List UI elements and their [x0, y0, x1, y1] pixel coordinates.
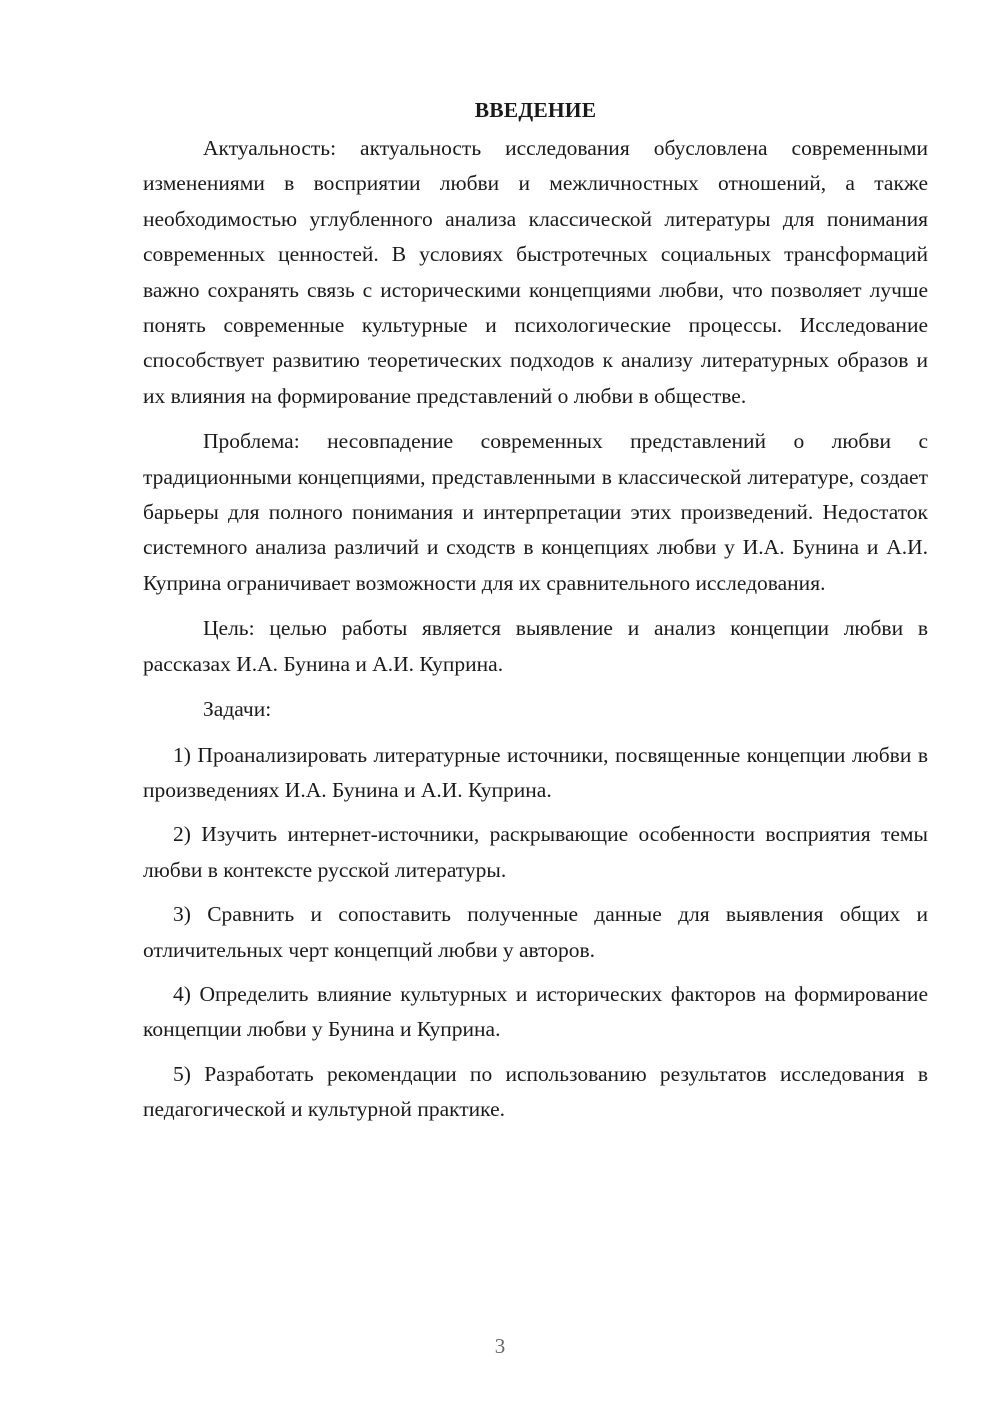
task-item-4: 4) Определить влияние культурных и исторических факторов на формирование концепции любви у Бунина и Куприна. [143, 981, 928, 1042]
task-item-3: 3) Сравнить и сопоставить полученные данные для выявления общих и отличительных черт концепций любви у авторов. [143, 902, 928, 962]
problem-paragraph: Проблема: несовпадение современных представлений о любви с традиционными концепциями, представленными в классической литературе, создает барьеры для полного понимания и интерпретации этих произведений. Недостаток системного анализа различий и сходств в концепциях любви у И.А. Бунина и А.И. Куприна ограничивает возможности для их сравнительного исследования. [143, 429, 928, 595]
task-item-2: 2) Изучить интернет-источники, раскрывающие особенности восприятия темы любви в контексте русской литературы. [143, 822, 928, 882]
page-number: 3 [494, 1334, 506, 1358]
document-page [143, 92, 928, 1128]
goal-paragraph: Цель: целью работы является выявление и анализ концепции любви в рассказах И.А. Бунина и А.И. Куприна. [143, 616, 928, 676]
tasks-heading: Задачи: [203, 697, 272, 722]
section-title: ВВЕДЕНИЕ [474, 98, 597, 122]
task-item-5: 5) Разработать рекомендации по использованию результатов исследования в педагогической и культурной практике. [143, 1061, 928, 1122]
task-item-1: 1) Проанализировать литературные источники, посвященные концепции любви в произведениях И.А. Бунина и А.И. Куприна. [143, 742, 928, 802]
actuality-paragraph: Актуальность: актуальность исследования обусловлена современными изменениями в восприятии любви и межличностных отношений, а также необходимостью углубленного анализа классической литературы для понимания современных ценностей. В условиях быстротечных социальных трансформаций важно сохранять связь с историческими концепциями любви, что позволяет лучше понять современные культурные и психологические процессы. Исследование способствует развитию теоретических подходов к анализу литературных образов и их влияния на формирование представлений о любви в обществе. [143, 136, 928, 408]
